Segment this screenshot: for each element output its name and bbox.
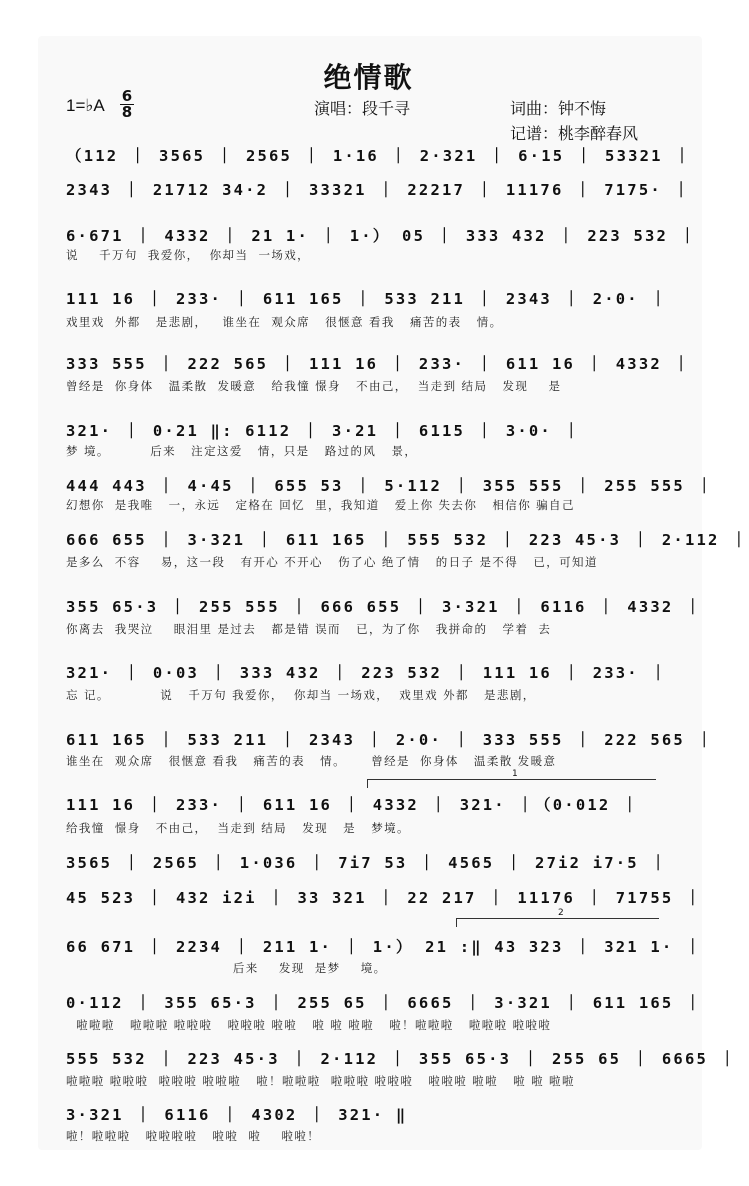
lyric-line: 是多么 不容 易，这一段 有开心 不开心 伤了心 绝了情 的日子 是不得 已，可知道 xyxy=(66,555,598,569)
stave-line: 6·671 ｜ 4332 ｜ 21 1· ｜ 1·） 05 ｜ 333 432 ｜ 223 532 ｜ xyxy=(66,227,698,245)
volta-number: 2 xyxy=(558,908,564,918)
stave-line: 3565 ｜ 2565 ｜ 1·036 ｜ 7i7 53 ｜ 4565 ｜ 27i2 i7·5 ｜ xyxy=(66,854,669,872)
composer-credit: 词曲：钟不悔 xyxy=(510,99,607,118)
lyric-line xyxy=(66,200,666,216)
lyric-line: 后来 发现 是梦 境。 xyxy=(66,961,387,975)
stave-line: 321· ｜ 0·21 ‖: 6112 ｜ 3·21 ｜ 6115 ｜ 3·0· ｜ xyxy=(66,422,582,440)
lyric-line: 戏里戏 外都 是悲剧， 谁坐在 观众席 很惬意 看我 痛苦的表 情。 xyxy=(66,315,503,329)
lyric-line: 啦啦啦 啦啦啦 啦啦啦 啦啦啦 啦啦 啦 啦 啦啦 啦！啦啦啦 啦啦啦 啦啦啦 xyxy=(66,1018,552,1032)
stave-line: 444 443 ｜ 4·45 ｜ 655 53 ｜ 5·112 ｜ 355 555 ｜ 255 555 ｜ xyxy=(66,477,715,495)
stave-line: 3·321 ｜ 6116 ｜ 4302 ｜ 321· ‖ xyxy=(66,1106,408,1124)
stave-line: （112 ｜ 3565 ｜ 2565 ｜ 1·16 ｜ 2·321 ｜ 6·15 ｜ 53321 ｜ xyxy=(66,147,692,165)
stave-line: 321· ｜ 0·03 ｜ 333 432 ｜ 223 532 ｜ 111 16 ｜ 233· ｜ xyxy=(66,664,669,682)
lyric-line: 幻想你 是我唯 一，永远 定格在 回忆 里，我知道 爱上你 失去你 相信你 骗自己 xyxy=(66,498,575,512)
time-signature-bottom: 8 xyxy=(121,103,133,121)
volta-number: 1 xyxy=(512,769,518,779)
lyric-line: 忘 记。 说 千万句 我爱你， 你却当 一场戏， 戏里戏 外都 是悲剧， xyxy=(66,688,536,702)
stave-line: 666 655 ｜ 3·321 ｜ 611 165 ｜ 555 532 ｜ 223 45·3 ｜ 2·112 ｜ xyxy=(66,531,749,549)
song-title: 绝情歌 xyxy=(323,61,414,94)
notation-credit: 记谱：桃李醉春风 xyxy=(510,124,639,143)
stave-line: 611 165 ｜ 533 211 ｜ 2343 ｜ 2·0· ｜ 333 555 ｜ 222 565 ｜ xyxy=(66,731,715,749)
stave-line: 111 16 ｜ 233· ｜ 611 165 ｜ 533 211 ｜ 2343 ｜ 2·0· ｜ xyxy=(66,290,669,308)
stave-line: 66 671 ｜ 2234 ｜ 211 1· ｜ 1·） 21 :‖ 43 323 ｜ 321 1· ｜ xyxy=(66,938,703,956)
stave-line: 45 523 ｜ 432 i2i ｜ 33 321 ｜ 22 217 ｜ 11176 ｜ 71755 ｜ xyxy=(66,889,703,907)
lyric-line: 啦啦啦 啦啦啦 啦啦啦 啦啦啦 啦！啦啦啦 啦啦啦 啦啦啦 啦啦啦 啦啦 啦 啦 啦啦 xyxy=(66,1074,575,1088)
stave-line: 111 16 ｜ 233· ｜ 611 16 ｜ 4332 ｜ 321· ｜（0·012 ｜ xyxy=(66,796,640,814)
stave-line: 0·112 ｜ 355 65·3 ｜ 255 65 ｜ 6665 ｜ 3·321 ｜ 611 165 ｜ xyxy=(66,994,703,1012)
lyric-line: 给我憧 憬身 不由己， 当走到 结局 发现 是 梦境。 xyxy=(66,821,410,835)
lyric-line: 谁坐在 观众席 很惬意 看我 痛苦的表 情。 曾经是 你身体 温柔散 发暖意 xyxy=(66,754,557,768)
lyric-line: 梦 境。 后来 注定这爱 情，只是 路过的风 景， xyxy=(66,444,418,458)
stave-line: 333 555 ｜ 222 565 ｜ 111 16 ｜ 233· ｜ 611 16 ｜ 4332 ｜ xyxy=(66,355,692,373)
stave-line: 355 65·3 ｜ 255 555 ｜ 666 655 ｜ 3·321 ｜ 6116 ｜ 4332 ｜ xyxy=(66,598,703,616)
time-signature xyxy=(120,87,134,121)
volta-bracket-1 xyxy=(367,769,656,788)
singer-credit: 演唱：段千寻 xyxy=(314,99,411,118)
time-signature-top: 6 xyxy=(121,87,133,105)
volta-bracket-2 xyxy=(456,908,659,927)
lyric-line: 你离去 我哭泣 眼泪里 是过去 都是错 误而 已，为了你 我拼命的 学着 去 xyxy=(66,622,552,636)
lyric-line: 说 千万句 我爱你， 你却当 一场戏， xyxy=(66,248,311,262)
lyric-line: 啦！啦啦啦 啦啦啦啦 啦啦 啦 啦啦！ xyxy=(66,1129,321,1143)
stave-line: 555 532 ｜ 223 45·3 ｜ 2·112 ｜ 355 65·3 ｜ 255 65 ｜ 6665 ｜ xyxy=(66,1050,738,1068)
key-signature: 1=♭A xyxy=(66,96,105,115)
stave-line: 2343 ｜ 21712 34·2 ｜ 33321 ｜ 22217 ｜ 11176 ｜ 7175· ｜ xyxy=(66,181,692,199)
lyric-line: 曾经是 你身体 温柔散 发暖意 给我憧 憬身 不由己， 当走到 结局 发现 是 xyxy=(66,379,562,393)
